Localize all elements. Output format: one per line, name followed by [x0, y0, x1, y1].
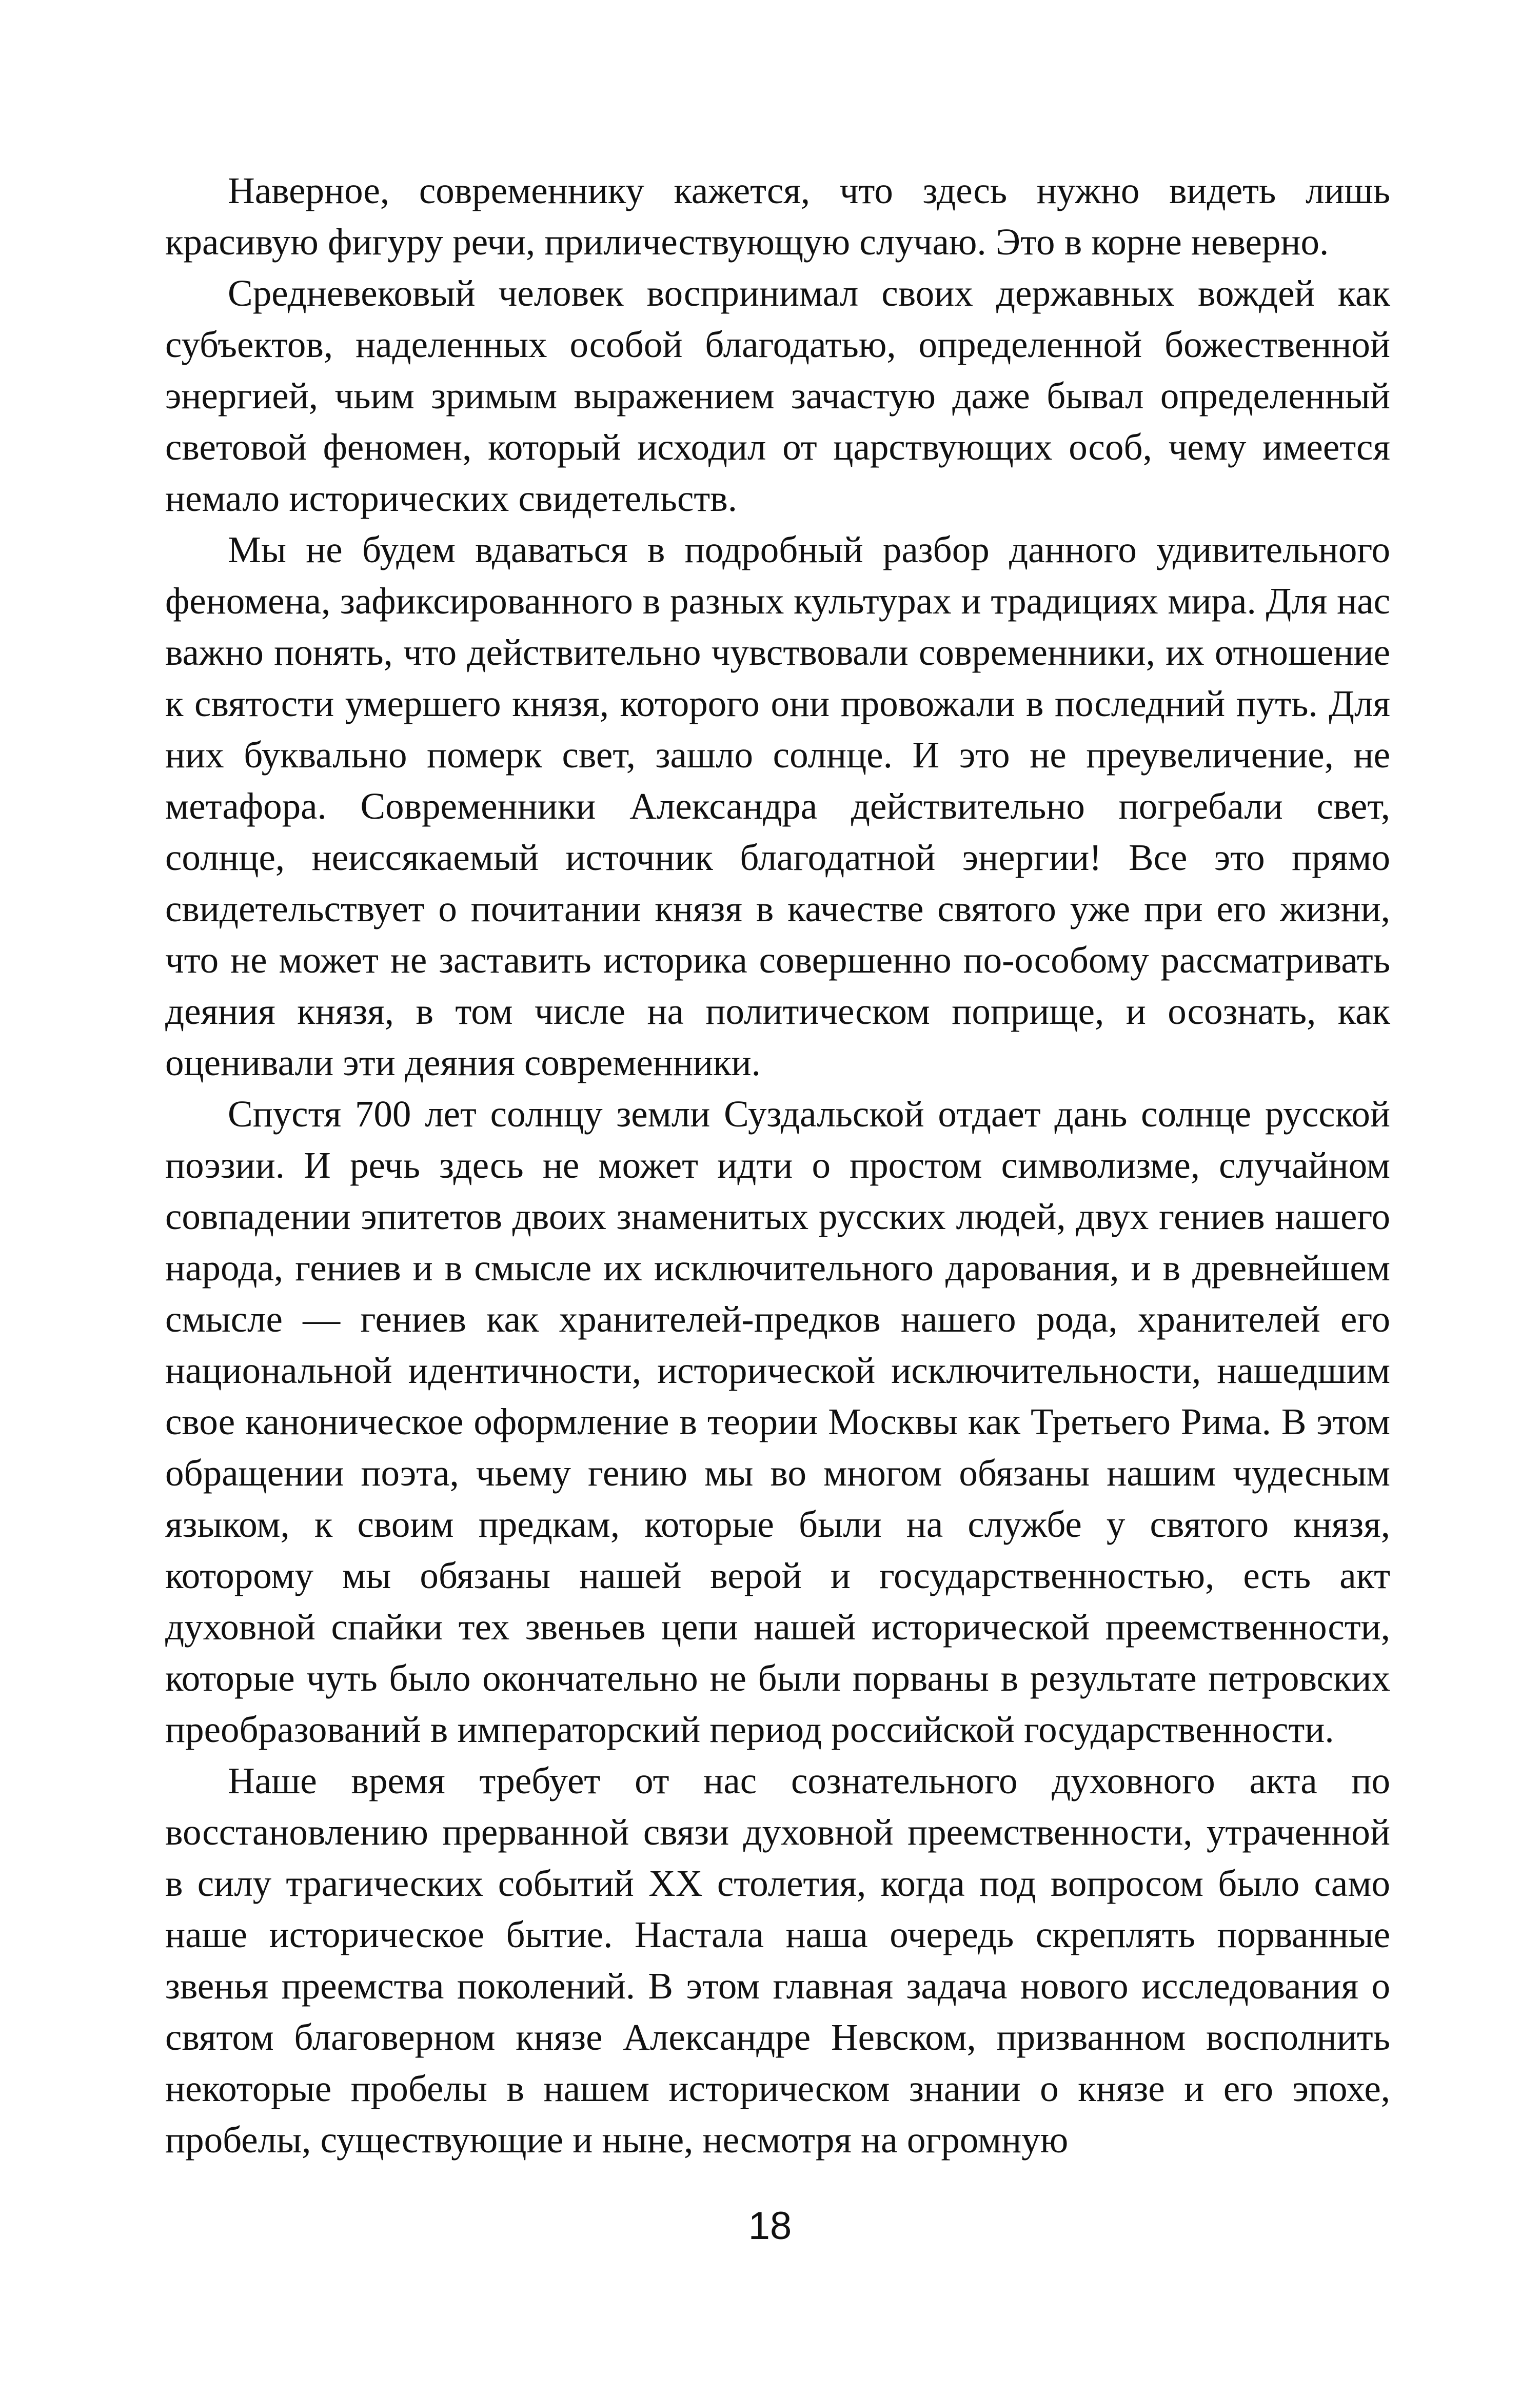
paragraph-1: Наверное, современнику кажется, что здесь нужно видеть лишь красивую фигуру речи, приличествующую случаю. Это в корне неверно.: [165, 170, 1390, 263]
body-text: [165, 165, 1390, 2166]
paragraph-2: Средневековый человек воспринимал своих державных вождей как субъектов, наделенных особой благодатью, определенной божественной энергией, чьим зримым выражением зачастую даже бывал определенный световой феномен, который исходил от царствующих особ, чему имеется немало исторических свидетельств.: [165, 272, 1390, 519]
paragraph-5: Наше время требует от нас сознательного духовного акта по восстановлению прерванной связи духовной преемственности, утраченной в силу трагических событий XX столетия, когда под вопросом было само наше историческое бытие. Настала наша очередь скреплять порванные звенья преемства поколений. В этом главная задача нового исследования о святом благоверном князе Александре Невском, призванном восполнить некоторые пробелы в нашем историческом знании о князе и его эпохе, пробелы, существующие и ныне, несмотря на огромную: [165, 1760, 1390, 2161]
paragraph-4: Спустя 700 лет солнцу земли Суздальской отдает дань солнце русской поэзии. И речь здесь не может идти о простом символизме, случайном совпадении эпитетов двоих знаменитых русских людей, двух гениев нашего народа, гениев и в смысле их исключительного дарования, и в древнейшем смысле — гениев как хранителей-предков нашего рода, хранителей его национальной идентичности, исторической исключительности, нашедшим свое каноническое оформление в теории Москвы как Третьего Рима. В этом обращении поэта, чьему гению мы во многом обязаны нашим чудесным языком, к своим предкам, которые были на службе у святого князя, которому мы обязаны нашей верой и государственностью, есть акт духовной спайки тех звеньев цепи нашей исторической преемственности, которые чуть было окончательно не были порваны в результате петровских преобразований в императорский период российской государственности.: [165, 1093, 1390, 1750]
page-number: 18: [748, 2204, 792, 2248]
paragraph-3: Мы не будем вдаваться в подробный разбор данного удивительного феномена, зафиксированного в разных культурах и традициях мира. Для нас важно понять, что действительно чувствовали современники, их отношение к святости умершего князя, которого они провожали в последний путь. Для них буквально померк свет, зашло солнце. И это не преувеличение, не метафора. Современники Александра действительно погребали свет, солнце, неиссякаемый источник благодатной энергии! Все это прямо свидетельствует о почитании князя в качестве святого уже при его жизни, что не может не заставить историка совершенно по-особому рассматривать деяния князя, в том числе на политическом поприще, и осознать, как оценивали эти деяния современники.: [165, 529, 1390, 1083]
